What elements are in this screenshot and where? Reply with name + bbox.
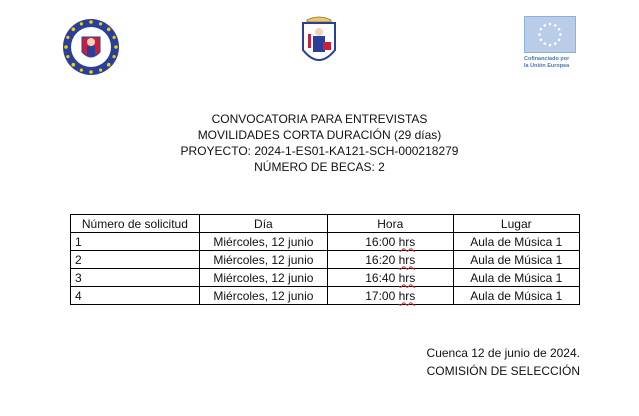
- table-row: [71, 233, 580, 251]
- hora-unit: hrs: [398, 234, 416, 249]
- cell-hora: [328, 269, 454, 287]
- hora-time: 16:00: [365, 234, 396, 249]
- cell-hora: [328, 251, 454, 269]
- hora-unit: hrs: [398, 252, 416, 267]
- title-line-2: MOVILIDADES CORTA DURACIÓN (29 días): [197, 128, 442, 142]
- header-lugar: Lugar: [453, 215, 579, 233]
- eu-caption: [524, 56, 594, 70]
- header-dia: Día: [199, 215, 327, 233]
- table-header-row: [71, 215, 580, 233]
- cell-dia: Miércoles, 12 junio: [199, 287, 327, 305]
- cell-numero: 2: [71, 251, 200, 269]
- eu-caption-line1: Cofinanciado por: [524, 56, 570, 62]
- eu-flag-logo: [524, 16, 584, 74]
- table-row: [71, 251, 580, 269]
- table-row: [71, 287, 580, 305]
- cell-dia: Miércoles, 12 junio: [199, 233, 327, 251]
- cell-hora: [328, 233, 454, 251]
- coat-of-arms-graphic: [299, 14, 339, 70]
- cell-lugar: Aula de Música 1: [453, 287, 579, 305]
- cell-numero: 1: [71, 233, 200, 251]
- cell-numero: 4: [71, 287, 200, 305]
- coat-of-arms-logo: [299, 14, 339, 70]
- cell-numero: 3: [71, 269, 200, 287]
- cell-lugar: Aula de Música 1: [453, 251, 579, 269]
- cell-lugar: Aula de Música 1: [453, 233, 579, 251]
- interview-schedule-table: [70, 214, 580, 305]
- committee-name: COMISIÓN DE SELECCIÓN: [426, 364, 580, 378]
- eu-caption-line2: la Unión Europea: [524, 63, 570, 69]
- hora-time: 16:20: [365, 252, 396, 267]
- title-line-4: NÚMERO DE BECAS: 2: [254, 160, 385, 174]
- title-line-1: CONVOCATORIA PARA ENTREVISTAS: [211, 112, 428, 126]
- seal-logo: [62, 18, 120, 76]
- hora-time: 17:00: [365, 288, 396, 303]
- eu-stars-icon: [525, 17, 575, 52]
- date-location: Cuenca 12 de junio de 2024.: [426, 346, 580, 360]
- document-title: [0, 111, 639, 175]
- hora-time: 16:40: [365, 270, 396, 285]
- table-row: [71, 269, 580, 287]
- signature-block: [427, 344, 580, 380]
- cell-dia: Miércoles, 12 junio: [199, 251, 327, 269]
- cell-dia: Miércoles, 12 junio: [199, 269, 327, 287]
- header-numero-solicitud: Número de solicitud: [71, 215, 200, 233]
- eu-flag-icon: [524, 16, 576, 53]
- header-hora: Hora: [328, 215, 454, 233]
- cell-lugar: Aula de Música 1: [453, 269, 579, 287]
- hora-unit: hrs: [398, 288, 416, 303]
- title-line-3: PROYECTO: 2024-1-ES01-KA121-SCH-000218279: [180, 144, 459, 158]
- seal-logo-graphic: [62, 18, 120, 76]
- hora-unit: hrs: [398, 270, 416, 285]
- cell-hora: [328, 287, 454, 305]
